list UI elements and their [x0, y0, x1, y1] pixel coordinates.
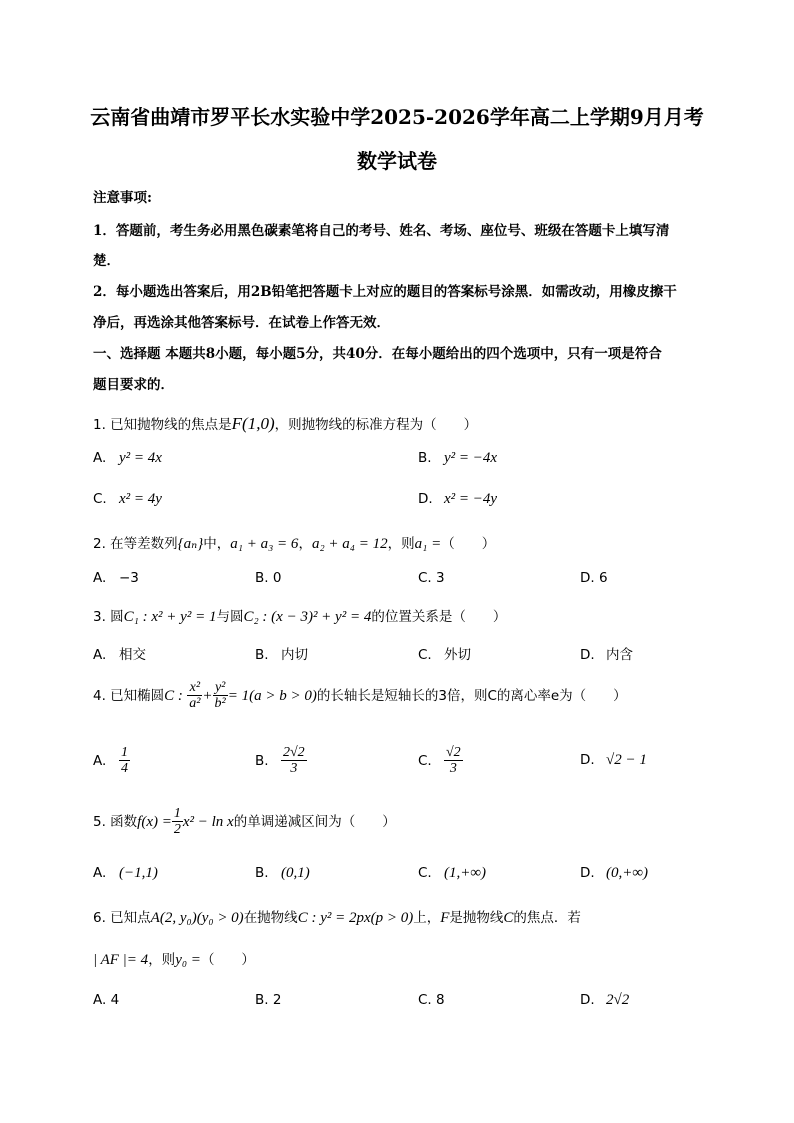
q4-fraction-x: $\frac{\text{x²}}{\text{a²}}$ [189, 680, 201, 712]
question-6-line-1: 6. 已知点A(2, y₀)(y₀ > 0)在抛物线C : y² = 2px(p > 0)上，F是抛物线C的焦点．若 [93, 910, 581, 926]
q2-option-c[interactable]: C. 3 [418, 570, 445, 586]
q6-option-c[interactable]: C. 8 [418, 992, 445, 1008]
q1-option-d[interactable]: D. x² = −4y [418, 491, 498, 507]
question-6-line-2: | AF |= 4，则y₀ =（ ） [93, 952, 255, 968]
q1-option-a[interactable]: A. y² = 4x [93, 450, 162, 466]
q6-option-a[interactable]: A. 4 [93, 992, 120, 1008]
exam-subject: 数学试卷 [357, 149, 437, 173]
q4-option-d[interactable]: D. √2 − 1 [580, 752, 647, 768]
notice-1-line-1: 1．答题前，考生务必用黑色碳素笔将自己的考号、姓名、考场、座位号、班级在答题卡上填写清 [93, 223, 670, 239]
q6-option-b[interactable]: B. 2 [255, 992, 282, 1008]
question-2: 2. 在等差数列{aₙ}中，a₁ + a₃ = 6，a₂ + a₄ = 12，则a₁ =（ ） [93, 536, 496, 552]
section-heading-line-1: 一、选择题 本题共8小题，每小题5分，共40分．在每小题给出的四个选项中，只有一项是符合 [93, 346, 662, 362]
q1-option-b[interactable]: B. y² = −4x [418, 450, 498, 466]
q2-option-d[interactable]: D. 6 [580, 570, 608, 586]
section-heading-line-2: 题目要求的． [93, 377, 174, 393]
q5-fraction-half: $\frac{1}{2}$ [173, 806, 181, 838]
q5-option-b[interactable]: B. (0,1) [255, 865, 310, 881]
q4-fraction-y: $\frac{\text{y²}}{\text{b²}}$ [214, 680, 226, 712]
q6-option-d[interactable]: D. 2√2 [580, 992, 630, 1008]
question-3: 3. 圆C₁ : x² + y² = 1与圆C₂ : (x − 3)² + y² = 4的位置关系是（ ） [93, 609, 507, 625]
notice-1-line-2: 楚． [93, 253, 120, 269]
exam-title: 云南省曲靖市罗平长水实验中学2025-2026学年高二上学期9月月考 [90, 105, 704, 129]
question-5: 5. 函数f(x) = $\frac{1}{2}$ x² − ln x的单调递减区间为（ ） [93, 806, 396, 838]
q3-option-b[interactable]: B. 内切 [255, 647, 308, 663]
q5-option-a[interactable]: A. (−1,1) [93, 865, 158, 881]
notice-2-line-1: 2．每小题选出答案后，用2B铅笔把答题卡上对应的题目的答案标号涂黑．如需改动，用橡皮擦干 [93, 284, 677, 300]
q5-option-c[interactable]: C. (1,+∞) [418, 865, 487, 881]
question-1: 1. 已知抛物线的焦点是F(1,0)，则抛物线的标准方程为（ ） [93, 414, 478, 433]
q3-option-c[interactable]: C. 外切 [418, 647, 471, 663]
q2-option-b[interactable]: B. 0 [255, 570, 282, 586]
q5-option-d[interactable]: D. (0,+∞) [580, 865, 649, 881]
q4-option-a[interactable]: A. $\frac{1}{4}$ [93, 745, 128, 777]
q4-option-c[interactable]: C. $\frac{√2}{3}$ [418, 745, 461, 777]
q3-option-a[interactable]: A. 相交 [93, 647, 146, 663]
q1-option-c[interactable]: C. x² = 4y [93, 491, 162, 507]
q3-option-d[interactable]: D. 内含 [580, 647, 633, 663]
question-4: 4. 已知椭圆C : $\frac{\text{x²}}{\text{a²}}$ + $\frac{\text{y²}}{\text{b²}}$ = 1(a > b > 0)的长轴长是短轴长的3倍，则C的离心率e为（ ） [93, 680, 627, 712]
notice-heading: 注意事项: [93, 190, 152, 206]
q2-option-a[interactable]: A. −3 [93, 570, 139, 586]
notice-2-line-2: 净后，再选涂其他答案标号．在试卷上作答无效． [93, 315, 390, 331]
q4-option-b[interactable]: B. $\frac{2√2}{3}$ [255, 745, 305, 777]
